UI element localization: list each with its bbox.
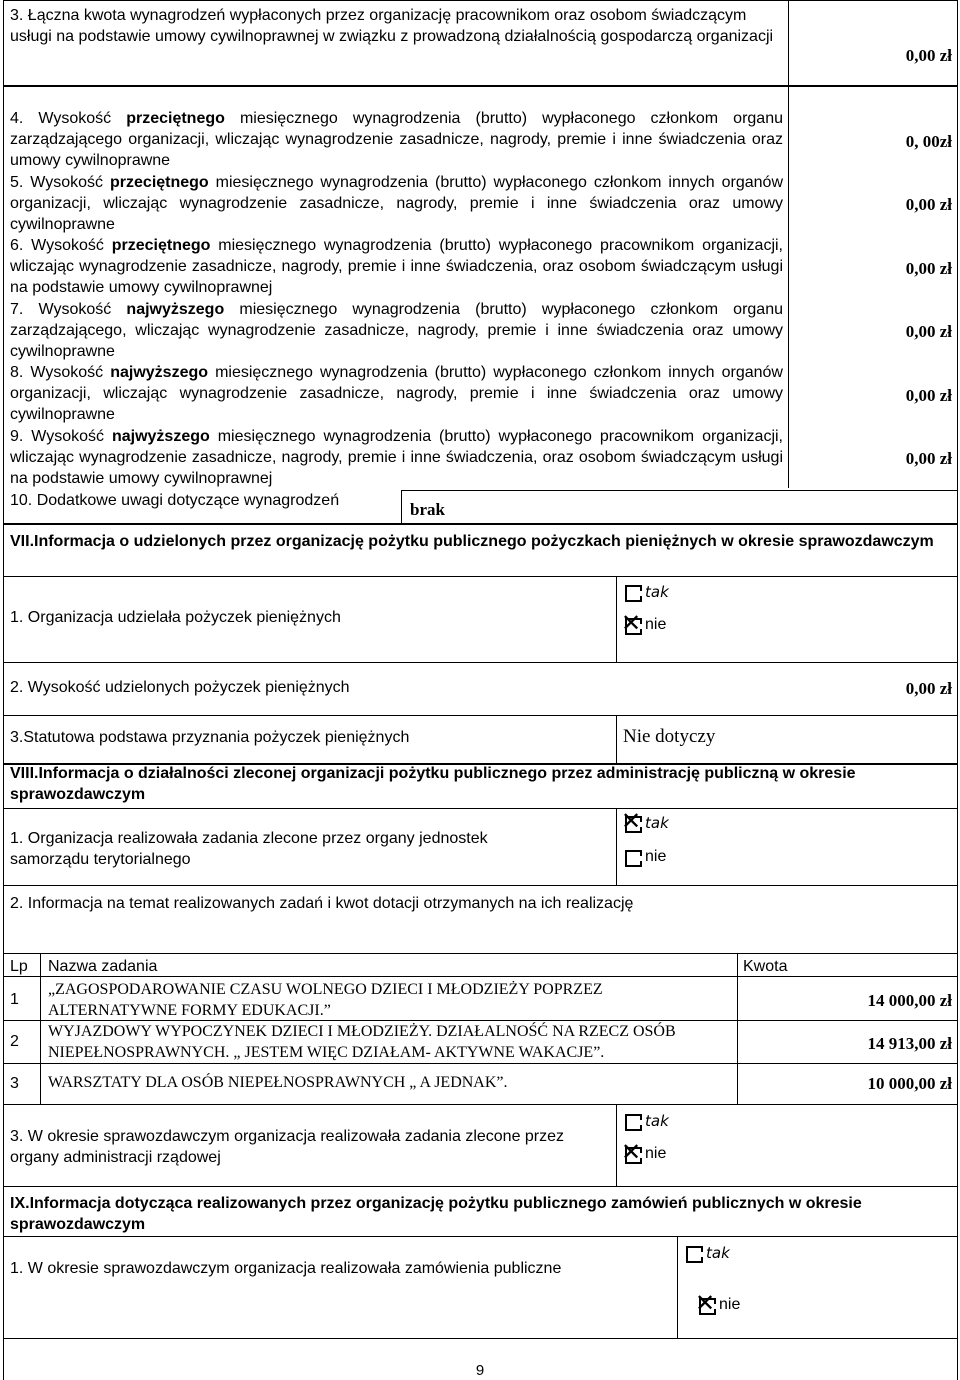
task-2-amount: 14 913,00 zł <box>867 1034 952 1053</box>
ix-q1-no-option[interactable]: ✕ nie <box>697 1295 740 1315</box>
row-4-label: 4. Wysokość przeciętnego miesięcznego wynagrodzenia (brutto) wypłaconego członkom organu zarządzającego organizacji, wliczając wynagrodzenie zasadnicze, nagrody, premie i inne świadczenia oraz umowy cywilnoprawne <box>10 110 783 169</box>
task-2-lp: 2 <box>10 1033 19 1050</box>
checkbox-empty-icon[interactable] <box>684 1244 702 1262</box>
checkbox-empty-icon[interactable] <box>623 848 641 866</box>
table-header-name: Nazwa zadania <box>48 958 158 975</box>
table-row-line <box>3 976 958 977</box>
task-1-name: „ZAGOSPODAROWANIE CZASU WOLNEGO DZIECI I MŁODZIEŻY POPRZEZ ALTERNATYWNE FORMY EDUKACJI.” <box>48 981 603 1019</box>
column-divider <box>788 86 789 488</box>
section-viii-title: VIII.Informacja o działalności zleconej organizacji pożytku publicznego przez administrację publiczną w okresie sprawozdawczym <box>10 765 856 803</box>
section-vii-title: VII.Informacja o udzielonych przez organizację pożytku publicznego pożyczkach pieniężnych w okresie sprawozdawczym <box>10 533 934 550</box>
viii-q3-label: 3. W okresie sprawozdawczym organizacja realizowała zadania zlecone przez organy administracji rządowej <box>10 1128 565 1166</box>
task-1-lp: 1 <box>10 991 19 1008</box>
ix-q1-yes-option[interactable]: tak <box>684 1243 730 1263</box>
divider <box>3 885 958 886</box>
vii-q3-value: Nie dotyczy <box>623 726 716 747</box>
divider <box>3 808 958 809</box>
divider <box>3 1236 958 1237</box>
row-6-label: 6. Wysokość przeciętnego miesięcznego wynagrodzenia (brutto) wypłaconego pracownikom organizacji, wliczając wynagrodzenie zasadnicze, nagrody, premie i inne świadczenia, oraz osobom świadczącym usługi na podstawie umowy cywilnoprawnej <box>10 237 783 296</box>
vii-q2-value: 0,00 zł <box>905 679 952 698</box>
viii-q3-no-option[interactable]: ✕ nie <box>623 1144 666 1164</box>
bottom-line <box>3 1338 958 1339</box>
task-3-name: WARSZTATY DLA OSÓB NIEPEŁNOSPRAWNYCH „ A JEDNAK”. <box>48 1074 508 1091</box>
task-3-lp: 3 <box>10 1075 19 1092</box>
vii-q2-label: 2. Wysokość udzielonych pożyczek pieniężnych <box>10 679 350 696</box>
row-10-top-line <box>401 490 957 491</box>
column-divider <box>616 576 617 662</box>
row-5-label: 5. Wysokość przeciętnego miesięcznego wynagrodzenia (brutto) wypłaconego członkom innych organów organizacji, wliczając wynagrodzenie zasadnicze, nagrody, premie i inne świadczenia oraz umowy cywilnoprawne <box>10 174 783 233</box>
section-3-label: 3. Łączna kwota wynagrodzeń wypłaconych przez organizację pracownikom oraz osobom świadczącym usługi na podstawie umowy cywilnoprawnej w związku z prowadzoną działalnością gospodarczą organizacji <box>10 7 774 45</box>
divider <box>3 662 958 663</box>
checkbox-checked-icon[interactable] <box>623 814 641 832</box>
table-top-line <box>3 953 958 954</box>
task-2-name: WYJAZDOWY WYPOCZYNEK DZIECI I MŁODZIEŻY. DZIAŁALNOŚĆ NA RZECZ OSÓB NIEPEŁNOSPRAWNYCH. „ JESTEM WIĘC DZIAŁAM- AKTYWNE WAKACJE”. <box>48 1023 676 1061</box>
table-row-line <box>3 1063 958 1064</box>
row-10-label: 10. Dodatkowe uwagi dotyczące wynagrodzeń <box>10 492 340 509</box>
row-9-value: 0,00 zł <box>905 449 952 468</box>
row-7-value: 0,00 zł <box>905 322 952 341</box>
ix-q1-label: 1. W okresie sprawozdawczym organizacja realizowała zamówienia publiczne <box>10 1260 562 1277</box>
task-3-amount: 10 000,00 zł <box>867 1074 952 1093</box>
table-header-amount: Kwota <box>743 958 788 975</box>
row-6-value: 0,00 zł <box>905 259 952 278</box>
column-divider <box>616 1104 617 1186</box>
column-divider <box>788 0 789 86</box>
vii-q1-no-option[interactable]: ✕ nie <box>623 615 666 635</box>
row-9-label: 9. Wysokość najwyższego miesięcznego wynagrodzenia (brutto) wypłaconego pracownikom organizacji, wliczając wynagrodzenie zasadnicze, nagrody, premie i inne świadczenia, oraz osobom świadczącym usługi na podstawie umowy cywilnoprawnej <box>10 428 783 487</box>
row-5-value: 0,00 zł <box>905 195 952 214</box>
row-8-label: 8. Wysokość najwyższego miesięcznego wynagrodzenia (brutto) wypłaconego członkom innych organów organizacji, wliczając wynagrodzenie zasadnicze, nagrody, premie i inne świadczenia oraz umowy cywilnoprawne <box>10 364 783 423</box>
divider <box>3 1186 958 1187</box>
viii-q3-yes-option[interactable]: tak <box>623 1111 669 1131</box>
viii-q1-no-option[interactable]: nie <box>623 847 666 867</box>
divider <box>3 715 958 716</box>
checkbox-empty-icon[interactable] <box>623 1112 641 1130</box>
section-ix-title: IX.Informacja dotycząca realizowanych przez organizację pożytku publicznego zamówień publicznych w okresie sprawozdawczym <box>10 1195 862 1233</box>
task-1-amount: 14 000,00 zł <box>867 991 952 1010</box>
viii-q2-label: 2. Informacja na temat realizowanych zadań i kwot dotacji otrzymanych na ich realizację <box>10 895 634 912</box>
table-header-lp: Lp <box>10 958 28 975</box>
row-8-value: 0,00 zł <box>905 386 952 405</box>
checkbox-checked-icon[interactable] <box>623 616 641 634</box>
page-number: 9 <box>475 1362 485 1379</box>
checkbox-empty-icon[interactable] <box>623 583 641 601</box>
viii-q1-label: 1. Organizacja realizowała zadania zlecone przez organy jednostek samorządu terytorialnego <box>10 830 488 868</box>
checkbox-checked-icon[interactable] <box>623 1145 641 1163</box>
column-divider <box>616 715 617 764</box>
column-divider <box>677 1236 678 1338</box>
checkbox-checked-icon[interactable] <box>697 1296 715 1314</box>
row-10-divider <box>401 490 402 524</box>
row-7-label: 7. Wysokość najwyższego miesięcznego wynagrodzenia (brutto) wypłaconego członkom organu zarządzającego, wliczając wynagrodzenie zasadnicze, nagrody, premie i inne świadczenia oraz umowy cywilnoprawne <box>10 301 783 360</box>
vii-q1-label: 1. Organizacja udzielała pożyczek pieniężnych <box>10 609 341 626</box>
row-10-value: brak <box>410 500 445 519</box>
vii-q3-label: 3.Statutowa podstawa przyznania pożyczek pieniężnych <box>10 729 410 746</box>
divider <box>3 1104 958 1105</box>
viii-q1-yes-option[interactable]: ✕ tak <box>623 813 669 833</box>
vii-q1-yes-option[interactable]: tak <box>623 582 669 602</box>
column-divider <box>616 808 617 885</box>
row-4-value: 0, 00zł <box>905 132 952 151</box>
divider <box>3 576 958 577</box>
section-3-value: 0,00 zł <box>905 46 952 65</box>
